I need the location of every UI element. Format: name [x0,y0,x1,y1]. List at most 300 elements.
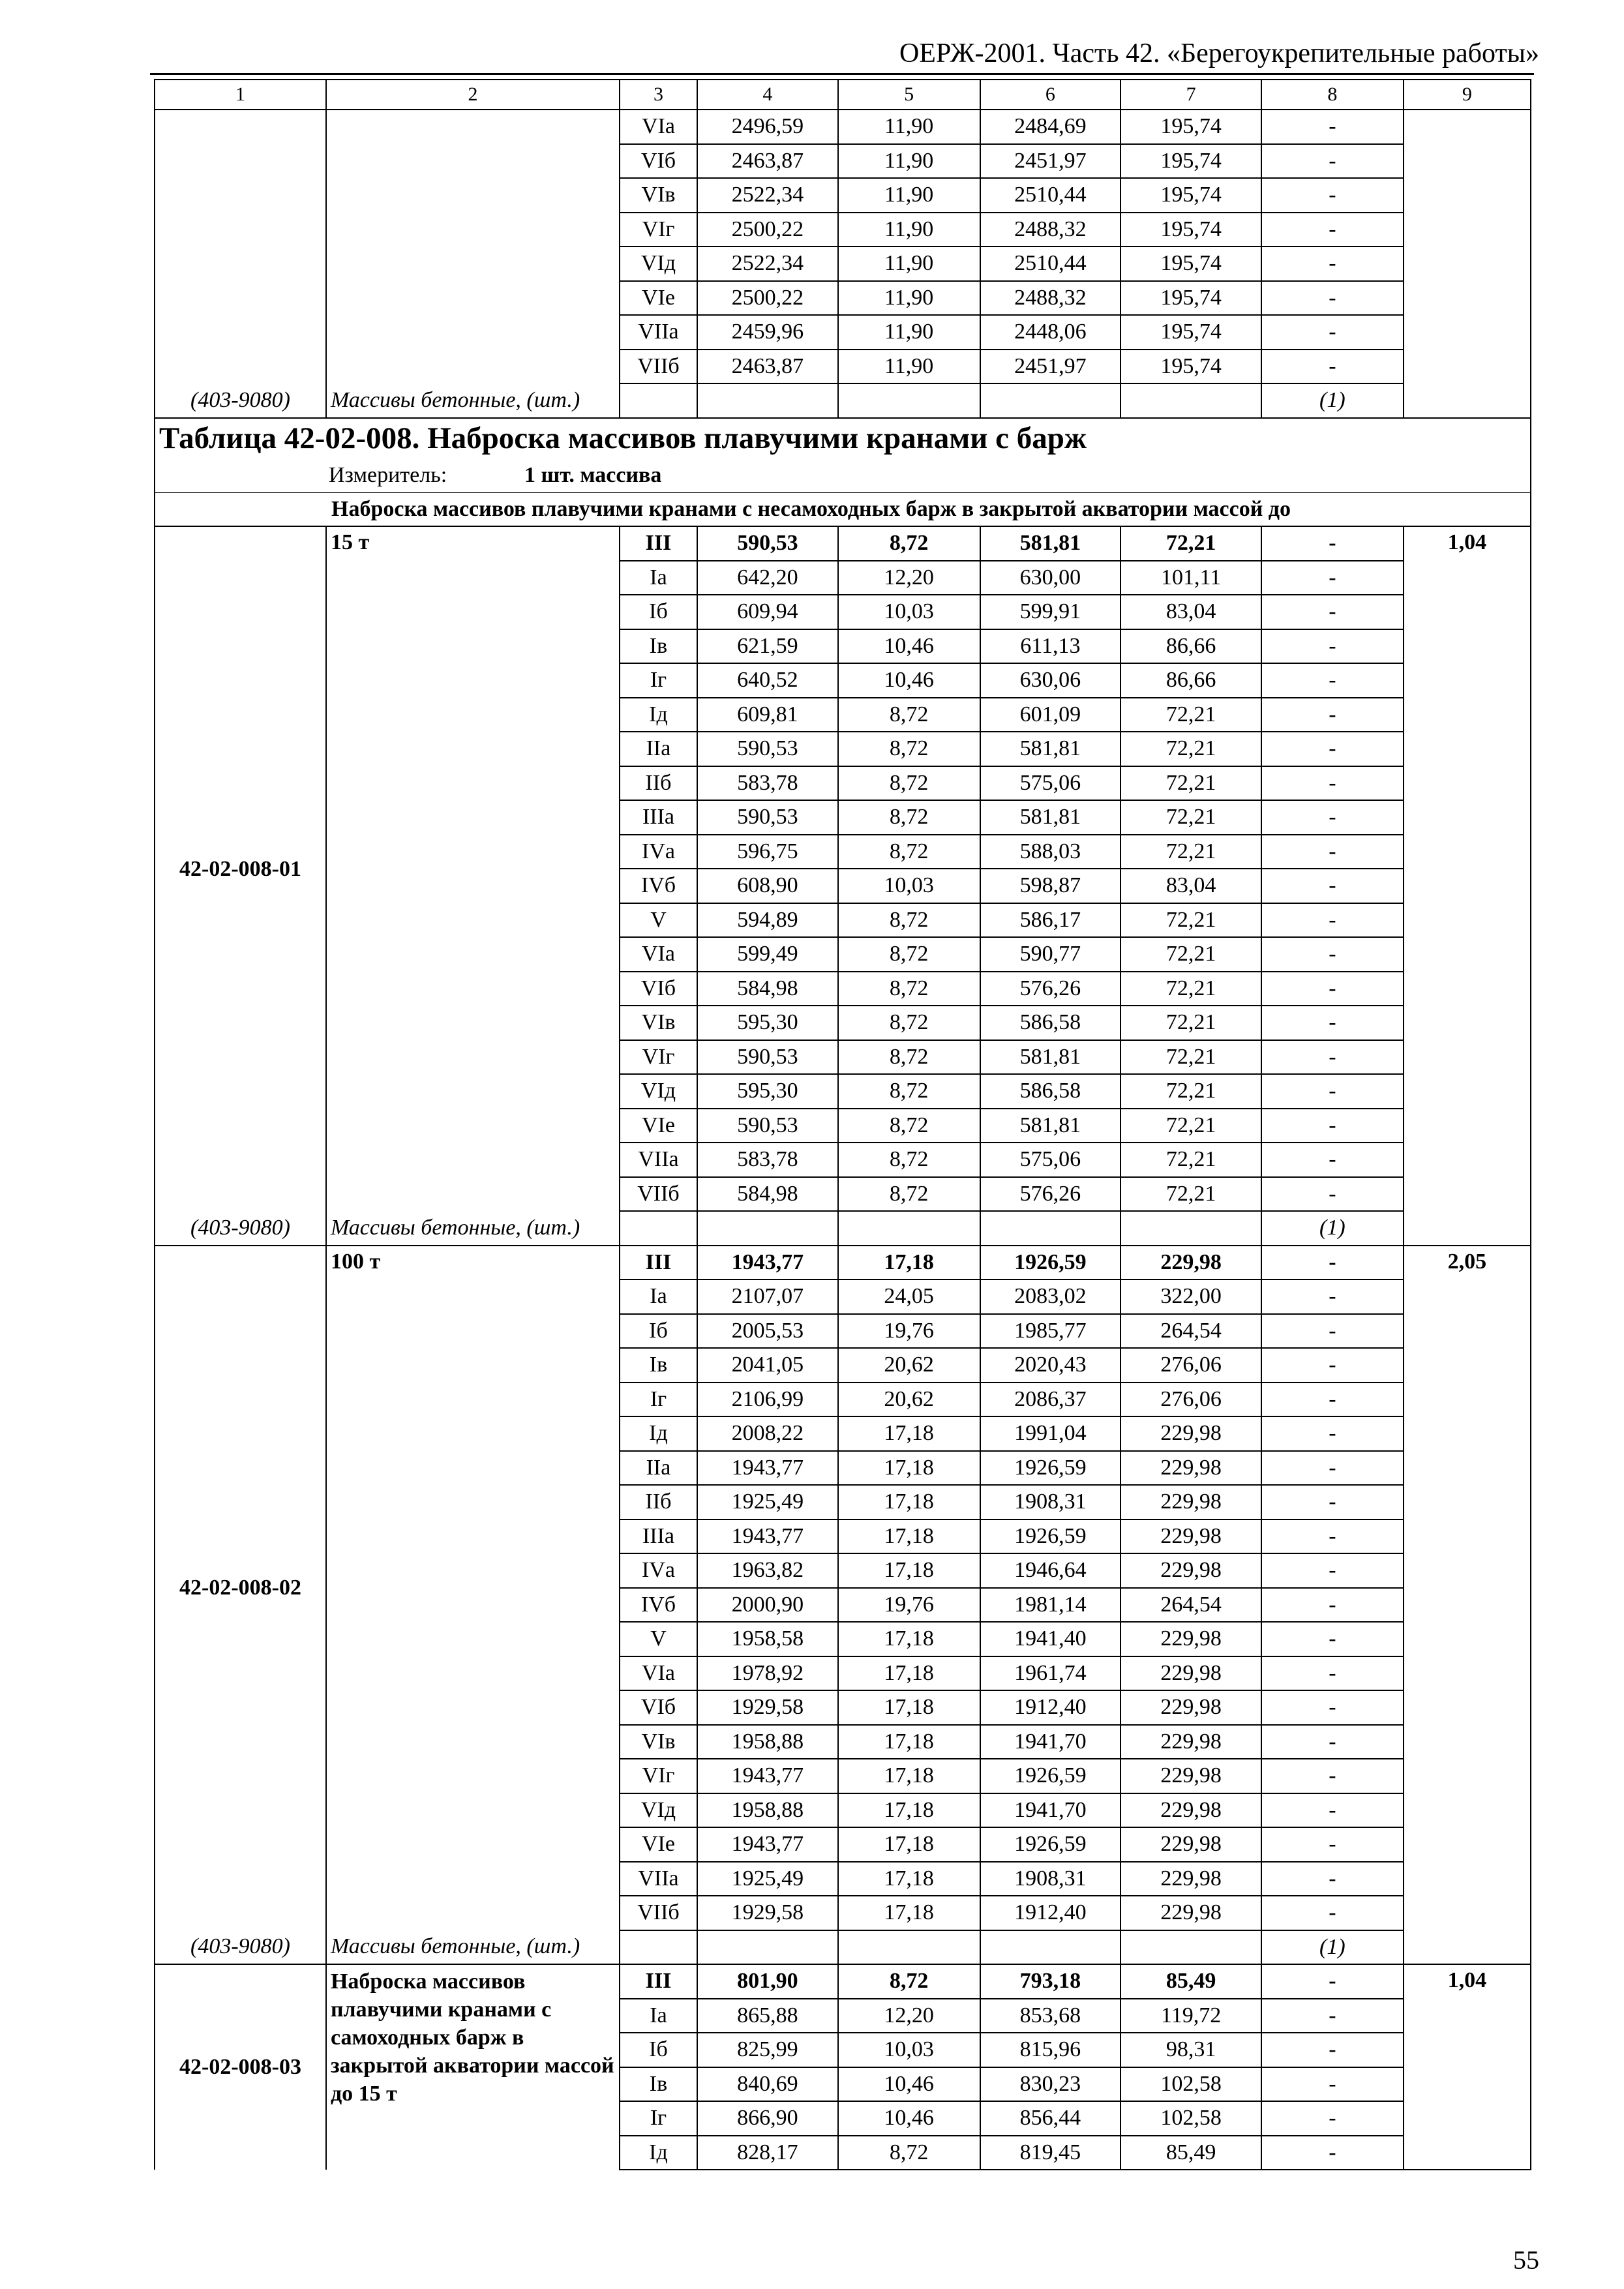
material-qty: (1) [1261,1211,1404,1246]
value-cell: 10,46 [838,629,980,664]
value-cell: 840,69 [697,2067,838,2102]
material-qty: (1) [1261,1930,1404,1965]
value-cell: 609,81 [697,698,838,732]
value-cell: 72,21 [1120,1040,1261,1075]
value-cell: 8,72 [838,766,980,801]
value-cell: 8,72 [838,800,980,835]
value-cell: 12,20 [838,561,980,595]
value-cell: - [1261,835,1404,869]
column-number: 7 [1120,80,1261,110]
value-cell: - [1261,663,1404,698]
empty-cell [697,1930,838,1965]
column-number-row [155,80,1531,110]
value-cell: 2107,07 [697,1279,838,1314]
value-cell: 19,76 [838,1588,980,1623]
value-cell: 17,18 [838,1896,980,1930]
value-cell: 229,98 [1120,1827,1261,1862]
value-cell: 8,72 [838,1177,980,1212]
value-cell: 72,21 [1120,835,1261,869]
value-cell: 8,72 [838,1074,980,1109]
value-cell: 1958,58 [697,1622,838,1656]
value-cell: 590,53 [697,526,838,561]
value-cell: - [1261,1279,1404,1314]
value-cell: 11,90 [838,281,980,316]
region-cell: Iа [620,1999,697,2033]
region-cell: VIе [620,1109,697,1143]
material-row [155,1211,1531,1246]
rate-name: 15 т [326,526,620,1211]
value-cell: - [1261,1246,1404,1280]
value-cell: 229,98 [1120,1246,1261,1280]
value-cell: 1908,31 [980,1485,1121,1519]
table-subtitle: Наброска массивов плавучими кранами с несамоходных барж в закрытой акватории массой до [155,492,1531,526]
value-cell: - [1261,766,1404,801]
value-cell: 17,18 [838,1451,980,1486]
value-cell: 98,31 [1120,2033,1261,2067]
value-cell: 630,06 [980,663,1121,698]
column-number: 6 [980,80,1121,110]
value-cell: 581,81 [980,526,1121,561]
value-cell: 576,26 [980,1177,1121,1212]
value-cell: 583,78 [697,766,838,801]
value-cell: 2106,99 [697,1383,838,1417]
region-cell: Iа [620,1279,697,1314]
region-cell: VIIб [620,350,697,384]
value-cell: 1943,77 [697,1246,838,1280]
value-cell: 1926,59 [980,1827,1121,1862]
table-row [155,110,1531,144]
region-cell: VIIа [620,315,697,350]
value-cell: 583,78 [697,1143,838,1177]
value-cell: 2510,44 [980,178,1121,213]
value-cell: 195,74 [1120,144,1261,179]
value-cell: 229,98 [1120,1416,1261,1451]
value-cell: 229,98 [1120,1896,1261,1930]
value-cell: - [1261,526,1404,561]
empty-cell [326,110,620,383]
value-cell: - [1261,315,1404,350]
table-title-cell [155,418,1531,493]
value-cell: 229,98 [1120,1725,1261,1759]
value-cell: - [1261,903,1404,938]
value-cell: 1961,74 [980,1656,1121,1691]
column-number: 4 [697,80,838,110]
empty-cell [1120,383,1261,418]
value-cell: 598,87 [980,869,1121,903]
value-cell: 865,88 [697,1999,838,2033]
region-cell: IIб [620,1485,697,1519]
region-cell: VIв [620,178,697,213]
region-cell: V [620,903,697,938]
rate-coefficient: 1,04 [1404,526,1531,1246]
value-cell: 590,53 [697,800,838,835]
value-cell: 72,21 [1120,1074,1261,1109]
region-cell: Iг [620,663,697,698]
value-cell: 1985,77 [980,1314,1121,1349]
region-cell: IVа [620,1553,697,1588]
value-cell: 2459,96 [697,315,838,350]
region-cell: Iд [620,2136,697,2170]
material-row [155,383,1531,418]
value-cell: 8,72 [838,526,980,561]
value-cell: 10,03 [838,2033,980,2067]
value-cell: 11,90 [838,213,980,247]
rate-coefficient: 2,05 [1404,1246,1531,1965]
empty-cell [1120,1211,1261,1246]
value-cell: - [1261,1759,1404,1793]
value-cell: 1981,14 [980,1588,1121,1623]
value-cell: - [1261,595,1404,629]
value-cell: 1926,59 [980,1759,1121,1793]
value-cell: 1941,70 [980,1725,1121,1759]
value-cell: 72,21 [1120,766,1261,801]
value-cell: - [1261,698,1404,732]
material-code: (403-9080) [155,1930,326,1965]
value-cell: 576,26 [980,972,1121,1006]
column-number: 1 [155,80,326,110]
rate-name: Наброска массивов плавучими кранами с самоходных барж в закрытой акватории массой до 15 т [326,1964,620,2170]
value-cell: 825,99 [697,2033,838,2067]
value-cell: 590,53 [697,732,838,766]
value-cell: - [1261,1314,1404,1349]
value-cell: - [1261,1622,1404,1656]
region-cell: Iд [620,1416,697,1451]
column-number: 3 [620,80,697,110]
value-cell: - [1261,1690,1404,1725]
value-cell: 590,77 [980,937,1121,972]
value-cell: 595,30 [697,1006,838,1040]
value-cell: - [1261,1074,1404,1109]
value-cell: 229,98 [1120,1485,1261,1519]
value-cell: 2008,22 [697,1416,838,1451]
value-cell: 815,96 [980,2033,1121,2067]
value-cell: 853,68 [980,1999,1121,2033]
value-cell: - [1261,1827,1404,1862]
value-cell: 195,74 [1120,350,1261,384]
value-cell: 17,18 [838,1862,980,1896]
value-cell: 195,74 [1120,247,1261,281]
value-cell: 595,30 [697,1074,838,1109]
region-cell: VIг [620,213,697,247]
region-cell: VIб [620,1690,697,1725]
empty-cell [1404,110,1531,418]
region-cell: Iг [620,2101,697,2136]
table-title: Таблица 42-02-008. Наброска массивов плавучими кранами с барж [159,421,1087,455]
running-header: ОЕРЖ-2001. Часть 42. «Берегоукрепительные работы» [899,38,1539,68]
material-row [155,1930,1531,1965]
region-cell: IIб [620,766,697,801]
region-cell: III [620,1246,697,1280]
rate-code: 42-02-008-03 [155,1964,326,2170]
rate-code: 42-02-008-02 [155,1246,326,1930]
value-cell: 586,58 [980,1006,1121,1040]
value-cell: 2522,34 [697,178,838,213]
value-cell: 611,13 [980,629,1121,664]
value-cell: 72,21 [1120,800,1261,835]
value-cell: 10,46 [838,663,980,698]
value-cell: 17,18 [838,1725,980,1759]
value-cell: 575,06 [980,1143,1121,1177]
value-cell: 2086,37 [980,1383,1121,1417]
value-cell: 229,98 [1120,1862,1261,1896]
region-cell: Iа [620,561,697,595]
value-cell: 8,72 [838,972,980,1006]
value-cell: 8,72 [838,1109,980,1143]
value-cell: - [1261,2101,1404,2136]
value-cell: 599,49 [697,937,838,972]
value-cell: - [1261,1964,1404,1999]
region-cell: VIд [620,247,697,281]
value-cell: - [1261,1006,1404,1040]
value-cell: 1963,82 [697,1553,838,1588]
empty-cell [980,1211,1121,1246]
value-cell: - [1261,2067,1404,2102]
table-row [155,1964,1531,1999]
value-cell: 229,98 [1120,1793,1261,1828]
value-cell: 1958,88 [697,1793,838,1828]
region-cell: Iв [620,1348,697,1383]
empty-cell [838,1930,980,1965]
value-cell: 599,91 [980,595,1121,629]
region-cell: Iд [620,698,697,732]
value-cell: - [1261,281,1404,316]
empty-cell [620,1211,697,1246]
value-cell: - [1261,1862,1404,1896]
region-cell: Iб [620,2033,697,2067]
value-cell: 17,18 [838,1246,980,1280]
region-cell: VIв [620,1725,697,1759]
region-cell: IIIа [620,800,697,835]
region-cell: VIа [620,937,697,972]
empty-cell [155,110,326,383]
value-cell: 8,72 [838,903,980,938]
value-cell: 86,66 [1120,629,1261,664]
value-cell: - [1261,1485,1404,1519]
value-cell: - [1261,1656,1404,1691]
value-cell: 584,98 [697,1177,838,1212]
value-cell: 11,90 [838,350,980,384]
value-cell: 2000,90 [697,1588,838,1623]
region-cell: VIIб [620,1177,697,1212]
value-cell: 2448,06 [980,315,1121,350]
value-cell: 8,72 [838,1964,980,1999]
value-cell: 11,90 [838,247,980,281]
value-cell: 1946,64 [980,1553,1121,1588]
value-cell: 2500,22 [697,213,838,247]
value-cell: 830,23 [980,2067,1121,2102]
rate-code: 42-02-008-01 [155,526,326,1211]
value-cell: 8,72 [838,1040,980,1075]
value-cell: 85,49 [1120,1964,1261,1999]
empty-cell [1120,1930,1261,1965]
value-cell: 866,90 [697,2101,838,2136]
value-cell: 1943,77 [697,1519,838,1554]
value-cell: 601,09 [980,698,1121,732]
region-cell: IVб [620,1588,697,1623]
value-cell: 2020,43 [980,1348,1121,1383]
value-cell: 2488,32 [980,213,1121,247]
value-cell: 276,06 [1120,1348,1261,1383]
measure-label: Измеритель: [329,462,447,487]
value-cell: - [1261,869,1404,903]
value-cell: 229,98 [1120,1553,1261,1588]
material-qty: (1) [1261,383,1404,418]
value-cell: 1943,77 [697,1759,838,1793]
region-cell: IIа [620,732,697,766]
value-cell: 20,62 [838,1383,980,1417]
region-cell: VIIб [620,1896,697,1930]
value-cell: 119,72 [1120,1999,1261,2033]
table-row [155,1246,1531,1280]
region-cell: Iб [620,595,697,629]
value-cell: 588,03 [980,835,1121,869]
value-cell: - [1261,1999,1404,2033]
empty-cell [838,1211,980,1246]
value-cell: 1912,40 [980,1690,1121,1725]
value-cell: 2005,53 [697,1314,838,1349]
value-cell: 2451,97 [980,144,1121,179]
material-code: (403-9080) [155,1211,326,1246]
value-cell: - [1261,1553,1404,1588]
region-cell: VIIа [620,1862,697,1896]
value-cell: 72,21 [1120,1177,1261,1212]
value-cell: 1926,59 [980,1451,1121,1486]
value-cell: 1958,88 [697,1725,838,1759]
value-cell: 10,46 [838,2067,980,2102]
value-cell: - [1261,800,1404,835]
region-cell: VIа [620,1656,697,1691]
value-cell: 17,18 [838,1827,980,1862]
value-cell: - [1261,1383,1404,1417]
region-cell: VIв [620,1006,697,1040]
column-number: 2 [326,80,620,110]
value-cell: 17,18 [838,1690,980,1725]
value-cell: - [1261,629,1404,664]
region-cell: IVб [620,869,697,903]
value-cell: - [1261,1416,1404,1451]
value-cell: - [1261,561,1404,595]
value-cell: 195,74 [1120,213,1261,247]
value-cell: 608,90 [697,869,838,903]
region-cell: IIа [620,1451,697,1486]
value-cell: 594,89 [697,903,838,938]
region-cell: VIг [620,1759,697,1793]
value-cell: 8,72 [838,698,980,732]
value-cell: 581,81 [980,1109,1121,1143]
value-cell: 195,74 [1120,281,1261,316]
value-cell: 20,62 [838,1348,980,1383]
value-cell: 195,74 [1120,110,1261,144]
table-row [155,526,1531,561]
value-cell: 101,11 [1120,561,1261,595]
value-cell: - [1261,1040,1404,1075]
value-cell: - [1261,1143,1404,1177]
value-cell: - [1261,110,1404,144]
value-cell: 72,21 [1120,1006,1261,1040]
value-cell: 586,58 [980,1074,1121,1109]
value-cell: 1929,58 [697,1690,838,1725]
value-cell: 581,81 [980,1040,1121,1075]
value-cell: 2500,22 [697,281,838,316]
value-cell: 17,18 [838,1485,980,1519]
value-cell: 102,58 [1120,2067,1261,2102]
value-cell: 2463,87 [697,350,838,384]
value-cell: 264,54 [1120,1588,1261,1623]
value-cell: - [1261,247,1404,281]
value-cell: - [1261,213,1404,247]
region-cell: Iв [620,2067,697,2102]
value-cell: - [1261,144,1404,179]
value-cell: 630,00 [980,561,1121,595]
value-cell: 1978,92 [697,1656,838,1691]
value-cell: 1943,77 [697,1451,838,1486]
value-cell: - [1261,1177,1404,1212]
value-cell: 83,04 [1120,595,1261,629]
value-cell: 72,21 [1120,1143,1261,1177]
value-cell: 1912,40 [980,1896,1121,1930]
value-cell: - [1261,2033,1404,2067]
value-cell: 1991,04 [980,1416,1121,1451]
value-cell: 1943,77 [697,1827,838,1862]
value-cell: 2510,44 [980,247,1121,281]
value-cell: 609,94 [697,595,838,629]
value-cell: 85,49 [1120,2136,1261,2170]
column-number: 8 [1261,80,1404,110]
value-cell: - [1261,972,1404,1006]
value-cell: 11,90 [838,110,980,144]
value-cell: 83,04 [1120,869,1261,903]
column-number: 9 [1404,80,1531,110]
material-name: Массивы бетонные, (шт.) [326,1211,620,1246]
header-rule [150,73,1534,75]
value-cell: 322,00 [1120,1279,1261,1314]
region-cell: IVа [620,835,697,869]
value-cell: - [1261,732,1404,766]
value-cell: 581,81 [980,732,1121,766]
region-cell: VIа [620,110,697,144]
value-cell: 17,18 [838,1553,980,1588]
value-cell: 801,90 [697,1964,838,1999]
value-cell: - [1261,1519,1404,1554]
value-cell: - [1261,1793,1404,1828]
rate-coefficient: 1,04 [1404,1964,1531,2170]
value-cell: 195,74 [1120,315,1261,350]
region-cell: VIе [620,1827,697,1862]
value-cell: 229,98 [1120,1622,1261,1656]
measure-line [329,458,661,492]
value-cell: - [1261,1896,1404,1930]
material-name: Массивы бетонные, (шт.) [326,383,620,418]
value-cell: 10,46 [838,2101,980,2136]
value-cell: 2488,32 [980,281,1121,316]
value-cell: 72,21 [1120,526,1261,561]
value-cell: 621,59 [697,629,838,664]
value-cell: - [1261,1348,1404,1383]
material-code: (403-9080) [155,383,326,418]
value-cell: 17,18 [838,1759,980,1793]
column-number: 5 [838,80,980,110]
value-cell: 8,72 [838,732,980,766]
value-cell: 8,72 [838,2136,980,2170]
value-cell: 1925,49 [697,1485,838,1519]
region-cell: IIIа [620,1519,697,1554]
table-subtitle-row [155,492,1531,526]
value-cell: 8,72 [838,937,980,972]
value-cell: 11,90 [838,178,980,213]
value-cell: - [1261,1109,1404,1143]
value-cell: 828,17 [697,2136,838,2170]
region-cell: III [620,526,697,561]
